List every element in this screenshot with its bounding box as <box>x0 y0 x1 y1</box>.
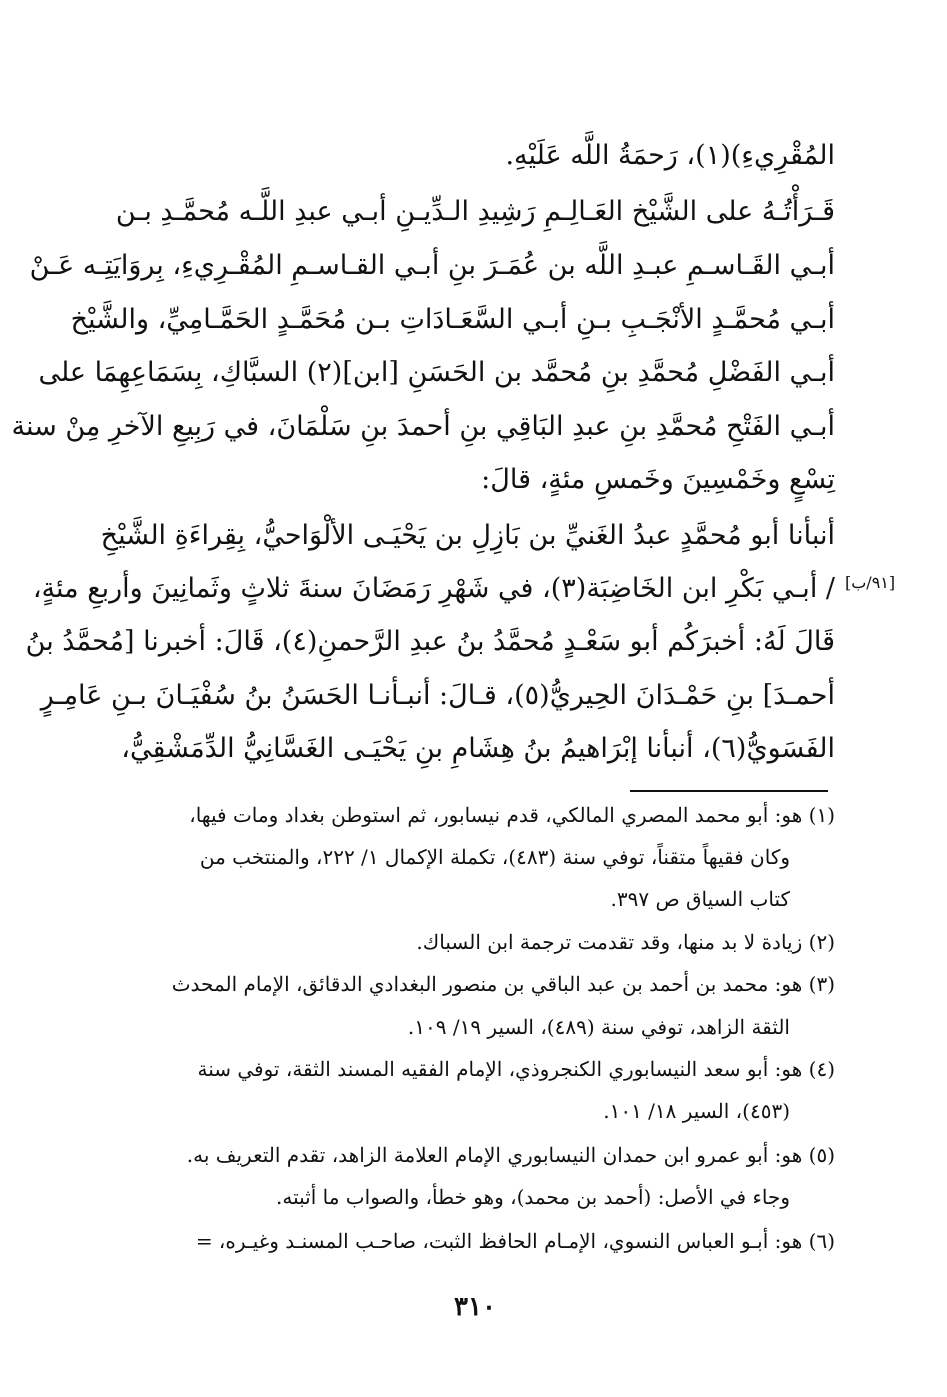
footnote-line: (١) هو: أبو محمد المصري المالكي، قدم نيسابور، ثم استوطن بغداد ومات فيها، <box>189 803 835 827</box>
footnote-separator <box>630 790 828 792</box>
footnote-line: الثقة الزاهد، توفي سنة (٤٨٩)، السير ١٩/ ١٠٩. <box>407 1015 790 1039</box>
main-text-line: الفَسَويُّ(٦)، أنبأنا إبْرَاهيمُ بنُ هِشَامِ بنِ يَحْيَـى الغَسَّانِيُّ الدِّمَشْقِيُّ، <box>121 733 835 764</box>
footnote-line: (٢) زيادة لا بد منها، وقد تقدمت ترجمة ابن السباك. <box>416 930 835 954</box>
footnote-line: (٦) هو: أبـو العباس النسوي، الإمـام الحافظ الثبت، صاحـب المسنـد وغيـره، = <box>195 1229 835 1253</box>
footnote-line: وجاء في الأصل: (أحمد بن محمد)، وهو خطأ، والصواب ما أثبته. <box>276 1185 790 1209</box>
main-text-line: أحمـدَ] بنِ حَمْـدَانَ الحِيريُّ(٥)، قـالَ: أنبـأنـا الحَسَنُ بنُ سُفْيَـانَ بـنِ عَامِـرٍ <box>40 680 835 711</box>
main-text-line: / أبـي بَكْرِ ابن الخَاضِبَة(٣)، في شَهْرِ رَمَضَانَ سنةَ ثلاثٍ وثَمانِينَ وأربعِ مئةٍ، <box>32 573 835 604</box>
footnote-line: (٥) هو: أبو عمرو ابن حمدان النيسابوري الإمام العلامة الزاهد، تقدم التعريف به. <box>186 1143 835 1167</box>
main-text-line: أبـي الفَضْلِ مُحمَّدِ بنِ مُحمَّد بن الحَسَنِ [ابن](٢) السبَّاكِ، بِسَمَاعِهِمَا على <box>38 357 835 388</box>
footnote-line: (٣) هو: محمد بن أحمد بن عبد الباقي بن منصور البغدادي الدقائق، الإمام المحدث <box>171 972 835 996</box>
main-text-line: تِسْعٍ وخَمْسِينَ وخَمسِ مئةٍ، قالَ: <box>481 464 835 495</box>
main-text-line: المُقْرِيءِ)(١)، رَحمَةُ اللَّه عَلَيْهِ. <box>505 140 835 171</box>
footnote-line: كتاب السياق ص ٣٩٧. <box>610 887 790 911</box>
page-number: ٣١٠ <box>454 1292 496 1322</box>
main-text-line: أبـي القَـاسـمِ عبـدِ اللَّه بن عُمَـرَ بنِ أبـي القـاسـمِ المُقْـرِيءِ، بِروَايَتِـه عَـنْ <box>29 250 835 281</box>
main-text-line: أنبأنا أبو مُحمَّدٍ عبدُ الغَنيِّ بن بَازِلِ بن يَحْيَـى الألْوَاحيُّ، بِقِراءَةِ الشَّيْخِ <box>100 520 835 551</box>
margin-folio-reference: [٩١/ب] <box>845 573 896 592</box>
main-text-line: أبـي مُحمَّـدٍ الأنْجَـبِ بـنِ أبـي السَّعَـادَاتِ بـن مُحَمَّـدٍ الحَمَّـامِيِّ، والشَّيْخ <box>70 304 835 335</box>
main-text-line: قَالَ لَهُ: أخبرَكُم أبو سَعْـدٍ مُحمَّدُ بنُ عبدِ الرَّحمنِ(٤)، قَالَ: أخبرنا [مُحمَّدُ بنُ <box>25 626 835 657</box>
main-text-line: قَـرَأْتُـهُ على الشَّيْخ العَـالِـمِ رَشِيدِ الـدِّيـنِ أبـي عبدِ اللَّـه مُحمَّـدِ بـن <box>115 196 835 227</box>
footnote-line: (٤٥٣)، السير ١٨/ ١٠١. <box>603 1099 790 1123</box>
footnote-line: (٤) هو: أبو سعد النيسابوري الكنجروذي، الإمام الفقيه المسند الثقة، توفي سنة <box>197 1057 835 1081</box>
footnote-line: وكان فقيهاً متقناً، توفي سنة (٤٨٣)، تكملة الإكمال ١/ ٢٢٢، والمنتخب من <box>199 845 790 869</box>
main-text-line: أبـي الفَتْحِ مُحمَّدِ بنِ عبدِ البَاقِي بنِ أحمدَ بنِ سَلْمَانَ، في رَبِيعِ الآخرِ مِنْ سنة <box>11 411 835 442</box>
